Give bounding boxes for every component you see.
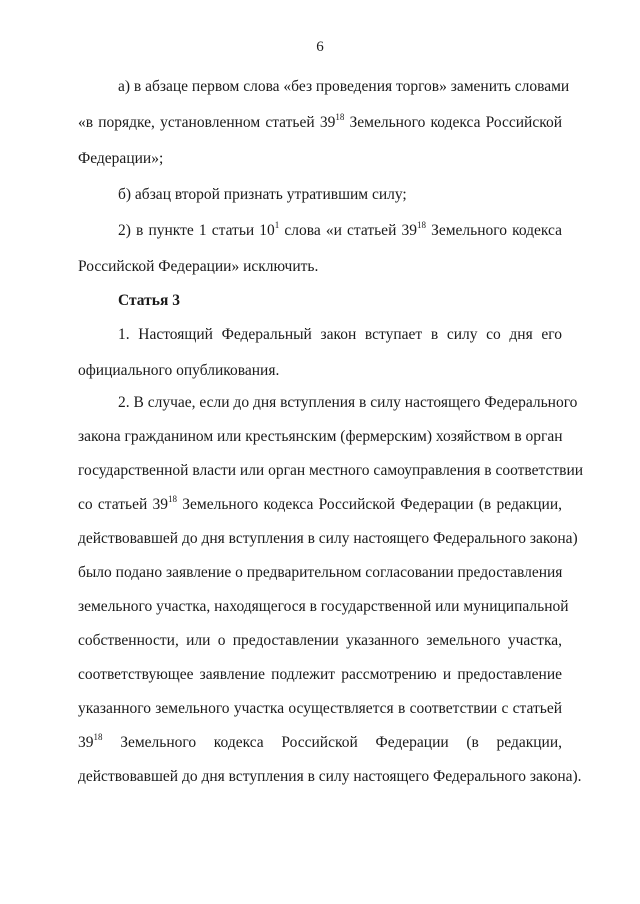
paragraph-line: было подано заявление о предварительном согласовании предоставления <box>78 564 563 581</box>
paragraph-line: $39^{18}$ Земельного кодекса Российской Федерации (в редакции, <box>78 731 562 751</box>
paragraph-line: государственной власти или орган местного самоуправления в соответствии <box>78 462 584 479</box>
paragraph-line: официального опубликования. <box>78 362 280 379</box>
paragraph-line: Федерации»; <box>78 150 164 167</box>
paragraph-line: 2. В случае, если до дня вступления в силу настоящего Федерального <box>118 394 578 411</box>
paragraph-line: 1. Настоящий Федеральный закон вступает в силу со дня его <box>118 326 562 343</box>
paragraph-line: 2) в пункте 1 статьи $10^1$ слова «и статьей $39^{18}$ Земельного кодекса <box>118 219 562 239</box>
paragraph-line: земельного участка, находящегося в государственной или муниципальной <box>78 598 569 615</box>
paragraph-line: со статьей $39^{18}$ Земельного кодекса Российской Федерации (в редакции, <box>78 493 563 513</box>
paragraph-line: а) в абзаце первом слова «без проведения торгов» заменить словами <box>118 78 570 95</box>
paragraph-line: закона гражданином или крестьянским (фермерским) хозяйством в орган <box>78 428 563 445</box>
paragraph-line: б) абзац второй признать утратившим силу; <box>118 186 407 203</box>
paragraph-line: действовавшей до дня вступления в силу настоящего Федерального закона) <box>78 530 578 547</box>
paragraph-line: Российской Федерации» исключить. <box>78 258 319 275</box>
paragraph-line: собственности, или о предоставлении указанного земельного участка, <box>78 632 562 649</box>
paragraph-line: действовавшей до дня вступления в силу настоящего Федерального закона). <box>78 768 582 785</box>
paragraph-line: соответствующее заявление подлежит рассмотрению и предоставление <box>78 666 562 683</box>
paragraph-line: указанного земельного участка осуществляется в соответствии с статьей <box>78 700 562 717</box>
article-heading: Статья 3 <box>118 292 180 309</box>
page-number: 6 <box>316 39 324 55</box>
paragraph-line: «в порядке, установленном статьей $39^{18}$ Земельного кодекса Российской <box>78 111 563 131</box>
